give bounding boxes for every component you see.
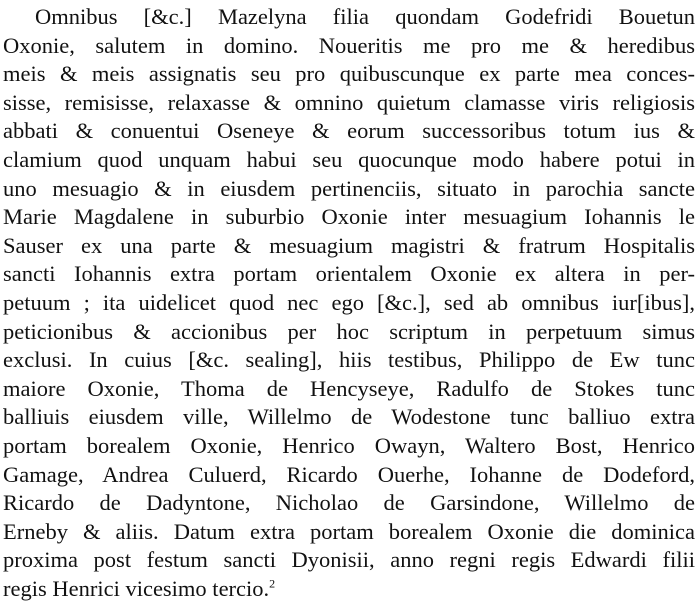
- charter-paragraph: [3, 3, 695, 603]
- text-line: Marie Magdalene in suburbio Oxonie inter mesuagium Iohannis le: [3, 204, 695, 230]
- footnote-marker[interactable]: 2: [269, 576, 276, 591]
- text-line: Oxonie, salutem in domino. Noueritis me pro me & heredibus: [3, 32, 695, 58]
- text-line: balliuis eiusdem ville, Willelmo de Wodestone tunc balliuo extra: [3, 404, 695, 430]
- text-line: abbati & conuentui Oseneye & eorum successoribus totum ius &: [3, 118, 695, 144]
- text-line: Sauser ex una parte & mesuagium magistri & fratrum Hospitalis: [3, 232, 695, 258]
- text-line: sancti Iohannis extra portam orientalem Oxonie ex altera in per-: [3, 261, 695, 287]
- text-line: maiore Oxonie, Thoma de Hencyseye, Radulfo de Stokes tunc: [3, 375, 695, 401]
- text-line: exclusi. In cuius [&c. sealing], hiis testibus, Philippo de Ew tunc: [3, 347, 695, 373]
- text-line: portam borealem Oxonie, Henrico Owayn, Waltero Bost, Henrico: [3, 432, 695, 458]
- text-line: petuum ; ita uidelicet quod nec ego [&c.], sed ab omnibus iur[ibus],: [3, 289, 695, 315]
- text-line: peticionibus & accionibus per hoc scriptum in perpetuum simus: [3, 318, 695, 344]
- text-line: Gamage, Andrea Culuerd, Ricardo Ouerhe, Iohanne de Dodeford,: [3, 461, 695, 487]
- text-line: Ricardo de Dadyntone, Nicholao de Garsindone, Willelmo de: [3, 490, 695, 516]
- text-line-content: regis Henrici vicesimo tercio.: [3, 575, 270, 601]
- text-line: Erneby & aliis. Datum extra portam borealem Oxonie die dominica: [3, 518, 695, 544]
- text-line: sisse, remisisse, relaxasse & omnino quietum clamasse viris religiosis: [3, 89, 695, 115]
- text-line-last: [3, 575, 695, 604]
- text-line: Omnibus [&c.] Mazelyna filia quondam Godefridi Bouetun: [35, 4, 695, 29]
- text-line: uno mesuagio & in eiusdem pertinenciis, situato in parochia sancte: [3, 175, 695, 201]
- text-line: clamium quod unquam habui seu quocunque modo habere potui in: [3, 146, 695, 172]
- text-line: proxima post festum sancti Dyonisii, anno regni regis Edwardi filii: [3, 547, 695, 573]
- text-line: meis & meis assignatis seu pro quibuscunque ex parte mea conces-: [3, 61, 695, 87]
